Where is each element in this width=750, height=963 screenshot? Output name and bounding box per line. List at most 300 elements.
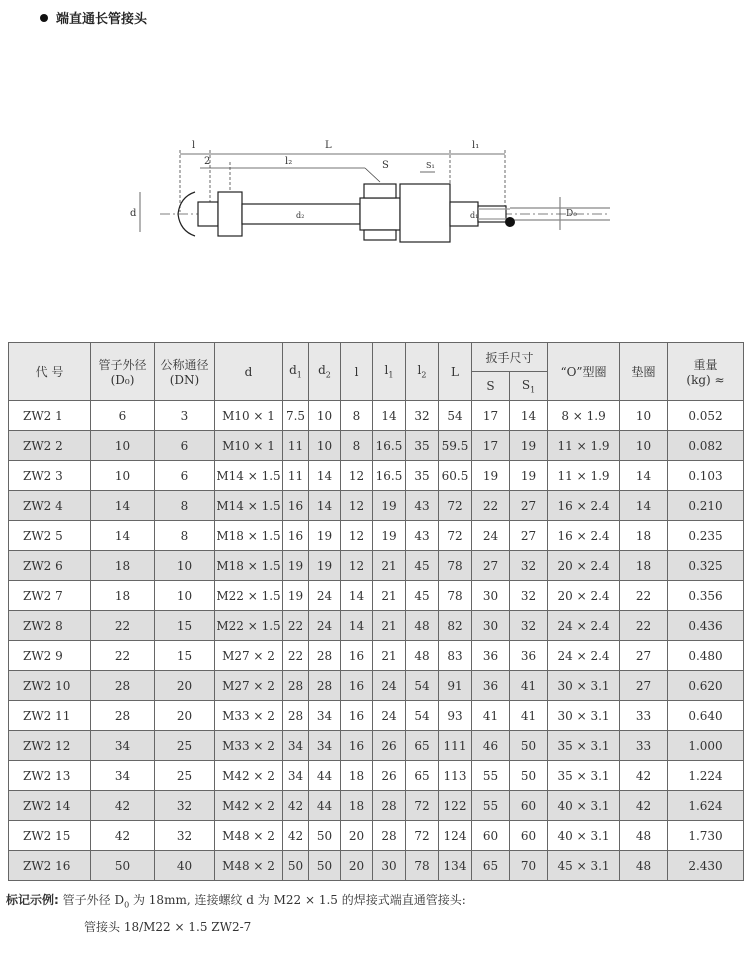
cell-weight: 0.210 — [668, 491, 744, 521]
cell-oring: 8 × 1.9 — [548, 401, 620, 431]
cell-d1: 22 — [283, 611, 309, 641]
cell-code: ZW2 16 — [9, 851, 91, 881]
cell-S1: 19 — [510, 461, 548, 491]
header-l1-text: l — [384, 363, 389, 378]
cell-weight: 0.436 — [668, 611, 744, 641]
cell-d: M18 × 1.5 — [215, 551, 283, 581]
cell-oring: 35 × 3.1 — [548, 761, 620, 791]
cell-tube-od: 18 — [91, 581, 155, 611]
cell-l1: 16.5 — [373, 461, 406, 491]
cell-d: M27 × 2 — [215, 671, 283, 701]
cell-d1: 42 — [283, 821, 309, 851]
cell-oring: 16 × 2.4 — [548, 521, 620, 551]
header-d1-text: d — [289, 363, 297, 378]
header-L: L — [439, 343, 472, 401]
cell-d1: 16 — [283, 491, 309, 521]
cell-code: ZW2 11 — [9, 701, 91, 731]
cell-l: 12 — [341, 551, 373, 581]
cell-l2: 54 — [406, 701, 439, 731]
table-row — [9, 821, 744, 851]
cell-S1: 50 — [510, 761, 548, 791]
spec-table — [8, 342, 744, 881]
cell-tube-od: 28 — [91, 701, 155, 731]
cell-d: M42 × 2 — [215, 761, 283, 791]
cell-S1: 36 — [510, 641, 548, 671]
cell-l2: 65 — [406, 761, 439, 791]
cell-tube-od: 22 — [91, 641, 155, 671]
label-D0: D₀ — [566, 209, 577, 219]
cell-oring: 40 × 3.1 — [548, 821, 620, 851]
cell-d1: 16 — [283, 521, 309, 551]
table-row — [9, 791, 744, 821]
cell-S: 17 — [472, 401, 510, 431]
cell-nominal: 8 — [155, 521, 215, 551]
cell-oring: 11 × 1.9 — [548, 431, 620, 461]
cell-weight: 0.235 — [668, 521, 744, 551]
cell-washer: 14 — [620, 461, 668, 491]
cell-L: 91 — [439, 671, 472, 701]
section-title-text: 端直通长管接头 — [56, 12, 148, 27]
technical-drawing — [120, 132, 620, 272]
cell-d1: 28 — [283, 671, 309, 701]
cell-code: ZW2 12 — [9, 731, 91, 761]
cell-weight: 0.103 — [668, 461, 744, 491]
cell-l2: 43 — [406, 491, 439, 521]
cell-weight: 0.325 — [668, 551, 744, 581]
cell-tube-od: 10 — [91, 461, 155, 491]
table-row — [9, 401, 744, 431]
cell-oring: 45 × 3.1 — [548, 851, 620, 881]
example-line-2: 管接头 18/M22 × 1.5 ZW2-7 — [84, 920, 252, 935]
label-2: 2 — [204, 156, 211, 167]
cell-nominal: 10 — [155, 551, 215, 581]
cell-code: ZW2 9 — [9, 641, 91, 671]
cell-l: 8 — [341, 431, 373, 461]
cell-d2: 34 — [309, 701, 341, 731]
cell-d1: 11 — [283, 461, 309, 491]
cell-d2: 10 — [309, 401, 341, 431]
cell-S: 41 — [472, 701, 510, 731]
table-row — [9, 701, 744, 731]
cell-tube-od: 28 — [91, 671, 155, 701]
label-S1: S₁ — [426, 161, 435, 170]
cell-l: 12 — [341, 461, 373, 491]
cell-d: M42 × 2 — [215, 791, 283, 821]
cell-nominal: 6 — [155, 431, 215, 461]
cell-washer: 33 — [620, 731, 668, 761]
label-d2: d₂ — [296, 211, 305, 220]
cell-tube-od: 34 — [91, 731, 155, 761]
cell-l2: 72 — [406, 791, 439, 821]
cell-tube-od: 22 — [91, 611, 155, 641]
header-d1 — [283, 343, 309, 401]
cell-washer: 22 — [620, 611, 668, 641]
cell-code: ZW2 13 — [9, 761, 91, 791]
cell-oring: 16 × 2.4 — [548, 491, 620, 521]
cell-l1: 26 — [373, 731, 406, 761]
cell-l2: 32 — [406, 401, 439, 431]
cell-l2: 35 — [406, 461, 439, 491]
cell-washer: 22 — [620, 581, 668, 611]
cell-code: ZW2 10 — [9, 671, 91, 701]
cell-l2: 35 — [406, 431, 439, 461]
cell-d: M10 × 1 — [215, 401, 283, 431]
cell-S1: 32 — [510, 611, 548, 641]
cell-weight: 1.224 — [668, 761, 744, 791]
cell-d2: 14 — [309, 461, 341, 491]
table-row — [9, 461, 744, 491]
cell-weight: 0.480 — [668, 641, 744, 671]
cell-l1: 28 — [373, 821, 406, 851]
label-d1: d₁ — [470, 211, 479, 220]
cell-oring: 20 × 2.4 — [548, 551, 620, 581]
label-d: d — [130, 208, 137, 219]
cell-l1: 21 — [373, 551, 406, 581]
label-S: S — [382, 160, 389, 171]
cell-L: 111 — [439, 731, 472, 761]
cell-S: 22 — [472, 491, 510, 521]
label-l: l — [192, 140, 196, 151]
cell-weight: 0.082 — [668, 431, 744, 461]
header-oring: “O”型圈 — [548, 343, 620, 401]
table-row — [9, 641, 744, 671]
cell-l2: 48 — [406, 611, 439, 641]
cell-l: 12 — [341, 521, 373, 551]
cell-d2: 50 — [309, 821, 341, 851]
cell-weight: 0.052 — [668, 401, 744, 431]
cell-l: 8 — [341, 401, 373, 431]
cell-code: ZW2 14 — [9, 791, 91, 821]
cell-L: 60.5 — [439, 461, 472, 491]
table-row — [9, 581, 744, 611]
label-l2: l₂ — [285, 156, 293, 167]
cell-oring: 24 × 2.4 — [548, 641, 620, 671]
cell-S1: 14 — [510, 401, 548, 431]
cell-S: 36 — [472, 641, 510, 671]
cell-L: 78 — [439, 581, 472, 611]
cell-d: M33 × 2 — [215, 701, 283, 731]
cell-l1: 21 — [373, 611, 406, 641]
cell-d1: 34 — [283, 731, 309, 761]
cell-L: 83 — [439, 641, 472, 671]
cell-L: 134 — [439, 851, 472, 881]
cell-l2: 78 — [406, 851, 439, 881]
header-tube-od — [91, 343, 155, 401]
cell-L: 93 — [439, 701, 472, 731]
cell-d1: 19 — [283, 551, 309, 581]
example-label: 标记示例: — [6, 893, 59, 907]
cell-code: ZW2 7 — [9, 581, 91, 611]
cell-S1: 32 — [510, 581, 548, 611]
cell-l: 12 — [341, 491, 373, 521]
cell-l: 18 — [341, 791, 373, 821]
cell-d2: 44 — [309, 791, 341, 821]
cell-S: 55 — [472, 761, 510, 791]
header-nominal — [155, 343, 215, 401]
header-nominal-text: 公称通径 — [160, 358, 209, 372]
cell-L: 78 — [439, 551, 472, 581]
cell-S: 65 — [472, 851, 510, 881]
cell-d: M14 × 1.5 — [215, 461, 283, 491]
table-row — [9, 671, 744, 701]
cell-d1: 50 — [283, 851, 309, 881]
header-nominal-sym: (DN) — [169, 373, 200, 387]
cell-d: M27 × 2 — [215, 641, 283, 671]
cell-d: M22 × 1.5 — [215, 611, 283, 641]
cell-l1: 16.5 — [373, 431, 406, 461]
cell-S: 30 — [472, 611, 510, 641]
cell-d2: 24 — [309, 581, 341, 611]
cell-L: 54 — [439, 401, 472, 431]
cell-tube-od: 10 — [91, 431, 155, 461]
cell-washer: 27 — [620, 641, 668, 671]
cell-l: 16 — [341, 701, 373, 731]
cell-d2: 44 — [309, 761, 341, 791]
cell-S: 55 — [472, 791, 510, 821]
header-tube-od-text: 管子外径 — [98, 358, 147, 372]
cell-nominal: 8 — [155, 491, 215, 521]
cell-washer: 33 — [620, 701, 668, 731]
header-l1 — [373, 343, 406, 401]
cell-S1: 50 — [510, 731, 548, 761]
label-l1: l₁ — [472, 140, 480, 151]
fitting-body — [178, 184, 610, 242]
cell-weight: 0.620 — [668, 671, 744, 701]
cell-d2: 24 — [309, 611, 341, 641]
cell-l1: 28 — [373, 791, 406, 821]
example-text-sub: 0 — [124, 900, 130, 910]
cell-S: 19 — [472, 461, 510, 491]
cell-nominal: 10 — [155, 581, 215, 611]
cell-d1: 28 — [283, 701, 309, 731]
table-row — [9, 491, 744, 521]
cell-nominal: 6 — [155, 461, 215, 491]
cell-l: 16 — [341, 641, 373, 671]
cell-l2: 72 — [406, 821, 439, 851]
cell-washer: 10 — [620, 431, 668, 461]
header-l2-sub: 2 — [421, 370, 427, 380]
cell-d2: 19 — [309, 551, 341, 581]
header-S1 — [510, 372, 548, 401]
cell-d: M18 × 1.5 — [215, 521, 283, 551]
cell-l1: 21 — [373, 641, 406, 671]
cell-l: 16 — [341, 731, 373, 761]
cell-tube-od: 14 — [91, 521, 155, 551]
cell-l1: 24 — [373, 671, 406, 701]
cell-nominal: 32 — [155, 791, 215, 821]
cell-l2: 43 — [406, 521, 439, 551]
cell-washer: 48 — [620, 851, 668, 881]
cell-code: ZW2 1 — [9, 401, 91, 431]
cell-L: 59.5 — [439, 431, 472, 461]
cell-d1: 7.5 — [283, 401, 309, 431]
section-title — [40, 8, 147, 27]
header-weight-text: 重量 — [693, 358, 718, 372]
cell-S1: 41 — [510, 701, 548, 731]
table-row — [9, 611, 744, 641]
cell-d: M33 × 2 — [215, 731, 283, 761]
cell-nominal: 20 — [155, 671, 215, 701]
table-row — [9, 731, 744, 761]
cell-d2: 10 — [309, 431, 341, 461]
table-row — [9, 851, 744, 881]
example-text-b: 为 18mm, 连接螺纹 d 为 M22 × 1.5 的焊接式端直通管接头: — [129, 893, 466, 907]
cell-oring: 30 × 3.1 — [548, 671, 620, 701]
header-l2-text: l — [417, 363, 422, 378]
cell-washer: 18 — [620, 551, 668, 581]
oring-mark-icon — [505, 217, 515, 227]
cell-l2: 54 — [406, 671, 439, 701]
cell-L: 72 — [439, 491, 472, 521]
cell-nominal: 40 — [155, 851, 215, 881]
cell-d: M48 × 2 — [215, 821, 283, 851]
header-code: 代 号 — [9, 343, 91, 401]
cell-code: ZW2 6 — [9, 551, 91, 581]
cell-l: 18 — [341, 761, 373, 791]
cell-nominal: 25 — [155, 761, 215, 791]
cell-l: 16 — [341, 671, 373, 701]
cell-weight: 0.356 — [668, 581, 744, 611]
cell-code: ZW2 4 — [9, 491, 91, 521]
cell-S: 17 — [472, 431, 510, 461]
table-row — [9, 551, 744, 581]
cell-l1: 21 — [373, 581, 406, 611]
header-tube-od-sym: (D₀) — [110, 373, 135, 387]
cell-washer: 48 — [620, 821, 668, 851]
cell-l2: 48 — [406, 641, 439, 671]
cell-S1: 60 — [510, 821, 548, 851]
table-row — [9, 431, 744, 461]
cell-S1: 27 — [510, 521, 548, 551]
cell-d: M14 × 1.5 — [215, 491, 283, 521]
cell-tube-od: 14 — [91, 491, 155, 521]
cell-code: ZW2 3 — [9, 461, 91, 491]
cell-d2: 28 — [309, 641, 341, 671]
header-d2-text: d — [318, 363, 326, 378]
cell-weight: 1.000 — [668, 731, 744, 761]
cell-d1: 42 — [283, 791, 309, 821]
cell-nominal: 15 — [155, 641, 215, 671]
cell-l: 20 — [341, 851, 373, 881]
cell-oring: 20 × 2.4 — [548, 581, 620, 611]
cell-tube-od: 6 — [91, 401, 155, 431]
example-line-1 — [6, 889, 466, 916]
cell-S1: 70 — [510, 851, 548, 881]
cell-washer: 18 — [620, 521, 668, 551]
cell-weight: 1.624 — [668, 791, 744, 821]
cell-tube-od: 42 — [91, 791, 155, 821]
cell-S1: 60 — [510, 791, 548, 821]
cell-S1: 32 — [510, 551, 548, 581]
cell-nominal: 25 — [155, 731, 215, 761]
cell-l: 14 — [341, 581, 373, 611]
header-l1-sub: 1 — [388, 370, 394, 380]
cell-S: 24 — [472, 521, 510, 551]
cell-nominal: 20 — [155, 701, 215, 731]
header-d1-sub: 1 — [296, 370, 302, 380]
header-d2 — [309, 343, 341, 401]
cell-l2: 45 — [406, 581, 439, 611]
cell-d: M10 × 1 — [215, 431, 283, 461]
cell-tube-od: 42 — [91, 821, 155, 851]
cell-washer: 42 — [620, 761, 668, 791]
cell-l1: 19 — [373, 521, 406, 551]
cell-washer: 27 — [620, 671, 668, 701]
header-l2 — [406, 343, 439, 401]
cell-S: 46 — [472, 731, 510, 761]
cell-weight: 1.730 — [668, 821, 744, 851]
cell-oring: 30 × 3.1 — [548, 701, 620, 731]
header-weight-unit: (kg) ≈ — [686, 373, 725, 387]
table-row — [9, 761, 744, 791]
cell-d1: 11 — [283, 431, 309, 461]
cell-d1: 19 — [283, 581, 309, 611]
cell-d2: 34 — [309, 731, 341, 761]
header-S: S — [472, 372, 510, 401]
cell-code: ZW2 8 — [9, 611, 91, 641]
cell-S1: 27 — [510, 491, 548, 521]
cell-d2: 19 — [309, 521, 341, 551]
cell-S: 27 — [472, 551, 510, 581]
cell-d: M22 × 1.5 — [215, 581, 283, 611]
cell-S1: 41 — [510, 671, 548, 701]
cell-S1: 19 — [510, 431, 548, 461]
cell-L: 122 — [439, 791, 472, 821]
cell-d1: 22 — [283, 641, 309, 671]
cell-l1: 19 — [373, 491, 406, 521]
cell-tube-od: 18 — [91, 551, 155, 581]
cell-L: 124 — [439, 821, 472, 851]
cell-nominal: 15 — [155, 611, 215, 641]
example-text-a: 管子外径 D — [62, 893, 125, 907]
cell-L: 113 — [439, 761, 472, 791]
cell-l2: 65 — [406, 731, 439, 761]
table-header-row — [9, 343, 744, 372]
cell-l: 14 — [341, 611, 373, 641]
header-washer: 垫圈 — [620, 343, 668, 401]
marking-example — [6, 889, 466, 938]
cell-S: 30 — [472, 581, 510, 611]
cell-washer: 10 — [620, 401, 668, 431]
cell-washer: 42 — [620, 791, 668, 821]
cell-weight: 0.640 — [668, 701, 744, 731]
cell-d2: 50 — [309, 851, 341, 881]
cell-l1: 24 — [373, 701, 406, 731]
cell-nominal: 32 — [155, 821, 215, 851]
cell-l: 20 — [341, 821, 373, 851]
cell-l1: 30 — [373, 851, 406, 881]
cell-S: 36 — [472, 671, 510, 701]
cell-oring: 24 × 2.4 — [548, 611, 620, 641]
cell-l1: 26 — [373, 761, 406, 791]
cell-d1: 34 — [283, 761, 309, 791]
header-weight — [668, 343, 744, 401]
table-row — [9, 521, 744, 551]
cell-L: 72 — [439, 521, 472, 551]
table-body — [9, 401, 744, 881]
cell-tube-od: 50 — [91, 851, 155, 881]
header-S1-text: S — [521, 377, 531, 392]
cell-d2: 28 — [309, 671, 341, 701]
cell-d2: 14 — [309, 491, 341, 521]
cell-S: 60 — [472, 821, 510, 851]
cell-tube-od: 34 — [91, 761, 155, 791]
cell-oring: 40 × 3.1 — [548, 791, 620, 821]
cell-oring: 11 × 1.9 — [548, 461, 620, 491]
header-S1-sub: 1 — [530, 385, 536, 395]
label-L: L — [325, 140, 332, 151]
cell-d: M48 × 2 — [215, 851, 283, 881]
